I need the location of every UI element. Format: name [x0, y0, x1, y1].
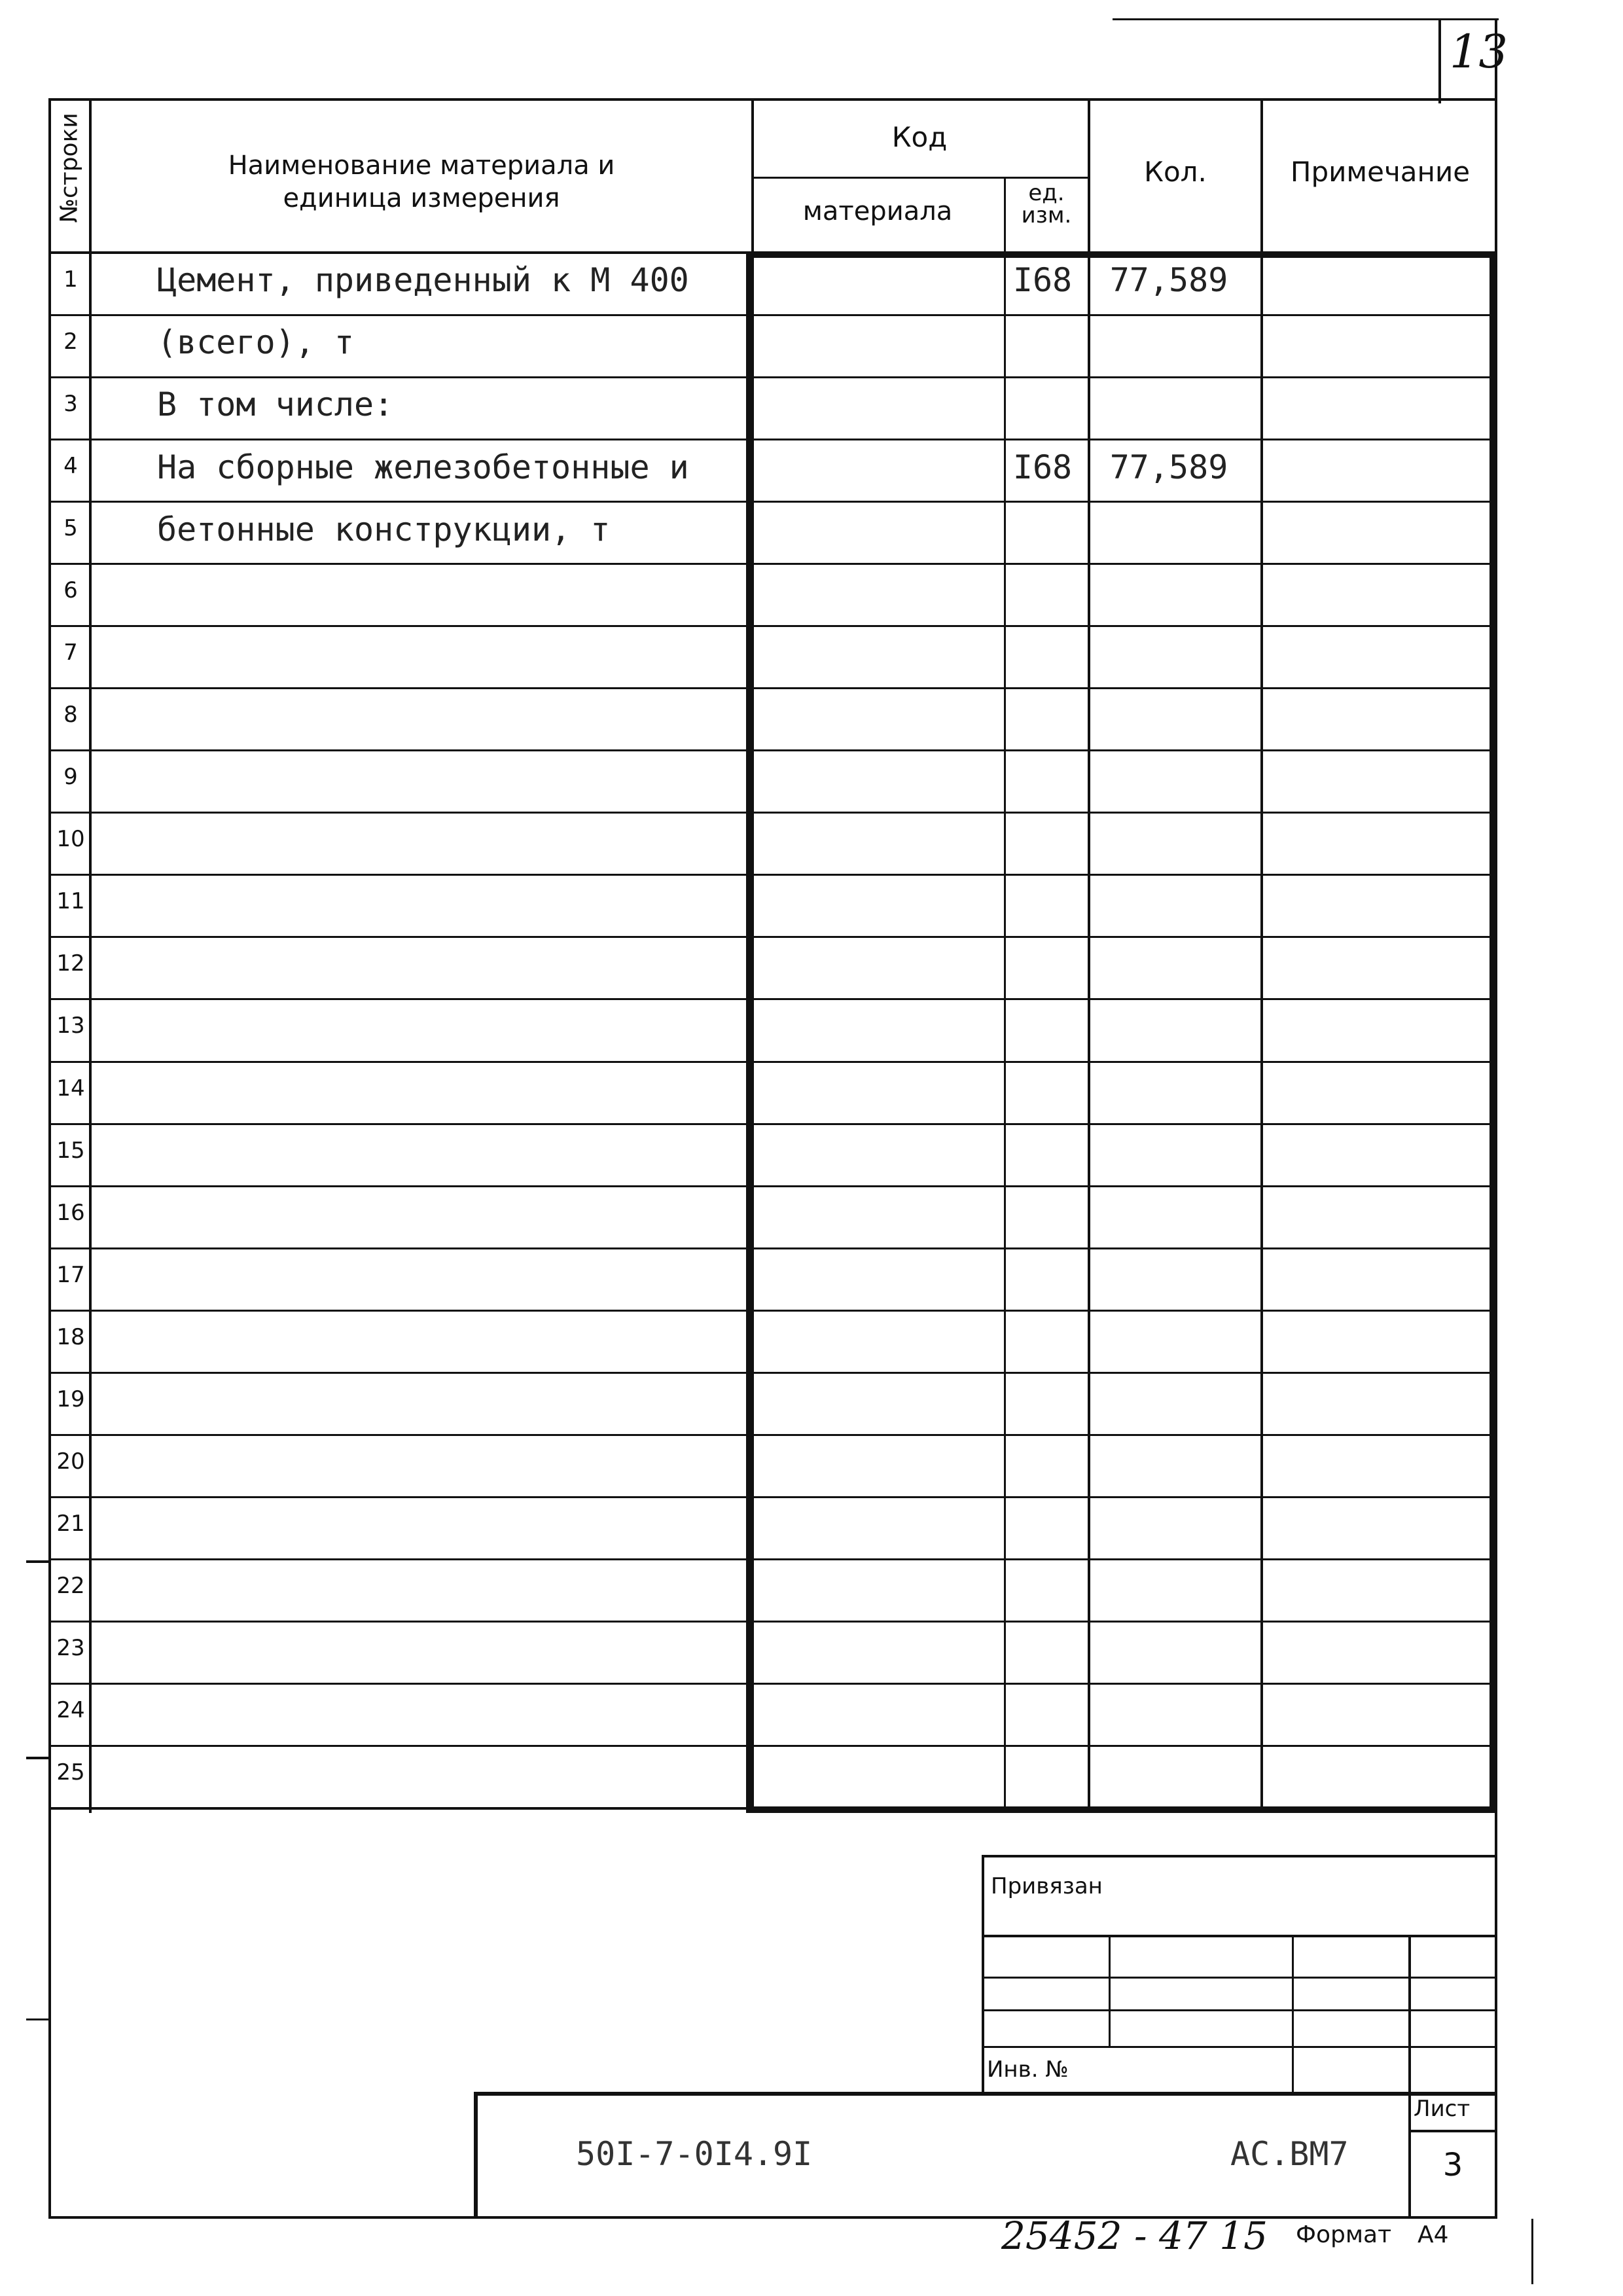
row-number: 23: [56, 1634, 85, 1661]
row-number: 20: [56, 1448, 85, 1475]
row-number: 6: [63, 577, 78, 604]
material-name: бетонные конструкции, т: [157, 510, 611, 548]
row-number: 22: [56, 1572, 85, 1599]
row-number: 17: [56, 1261, 85, 1288]
table-row: [0, 254, 1623, 316]
table-row: [0, 1747, 1623, 1809]
table-row: [0, 1249, 1623, 1312]
unit-code: I68: [1012, 448, 1073, 486]
table-row: [0, 1436, 1623, 1498]
table-row: [0, 1312, 1623, 1374]
table-row: [0, 1685, 1623, 1747]
col-material-header: материала: [802, 196, 953, 226]
row-number: 7: [63, 639, 78, 666]
table-row: [0, 1000, 1623, 1062]
row-number: 1: [63, 266, 78, 293]
footer-handwritten-number: 25452 - 47 15: [1001, 2214, 1268, 2258]
table-row: [0, 814, 1623, 876]
quantity: 77,589: [1109, 261, 1228, 300]
corner-mark: 13: [1450, 25, 1508, 79]
table-row: [0, 627, 1623, 689]
table-row: [0, 1125, 1623, 1187]
row-number: 19: [56, 1386, 85, 1412]
table-row: [0, 1623, 1623, 1685]
table-bottom-line: [48, 1807, 1497, 1810]
document-code: АС.ВМ7: [1230, 2135, 1349, 2173]
table-row: [0, 503, 1623, 565]
table-row: [0, 751, 1623, 814]
sheet-label: Лист: [1414, 2096, 1471, 2122]
bound-label: Привязан: [991, 1873, 1103, 1899]
table-row: [0, 440, 1623, 503]
row-number: 25: [56, 1759, 85, 1785]
table-row: [0, 1063, 1623, 1125]
col-qty-header: Кол.: [1144, 156, 1207, 188]
row-number: 24: [56, 1696, 85, 1723]
row-number: 12: [56, 950, 85, 977]
row-number: 9: [63, 764, 78, 791]
table-row: [0, 565, 1623, 627]
table-row: [0, 1374, 1623, 1436]
table-row: [0, 1498, 1623, 1560]
row-number: 3: [63, 391, 78, 418]
row-number: 16: [56, 1199, 85, 1226]
sheet-number: 3: [1442, 2147, 1463, 2183]
table-row: [0, 1560, 1623, 1623]
table-row: [0, 378, 1623, 440]
table-row: [0, 938, 1623, 1000]
table-row: [0, 1187, 1623, 1249]
material-name: (всего), т: [157, 323, 355, 362]
row-number: 18: [56, 1323, 85, 1350]
col-num-header: №строки: [56, 113, 83, 223]
row-number: 5: [63, 515, 78, 542]
col-code-header: Код: [891, 121, 948, 153]
col-note-header: Примечание: [1290, 156, 1471, 188]
table-row: [0, 876, 1623, 938]
row-number: 13: [56, 1013, 85, 1039]
material-name: Цемент, приведенный к М 400: [157, 261, 689, 300]
format-label: Формат: [1296, 2221, 1392, 2248]
row-number: 14: [56, 1075, 85, 1102]
table-row: [0, 689, 1623, 751]
col-unit-header: ед. изм.: [1021, 180, 1072, 228]
row-number: 8: [63, 702, 78, 728]
row-number: 21: [56, 1510, 85, 1537]
quantity: 77,589: [1109, 448, 1228, 486]
document-number: 50I-7-0I4.9I: [576, 2135, 813, 2173]
inv-number-label: Инв. №: [987, 2056, 1069, 2083]
unit-code: I68: [1012, 261, 1073, 300]
material-name: В том числе:: [157, 386, 394, 424]
row-number: 11: [56, 888, 85, 915]
format-value: А4: [1418, 2221, 1449, 2248]
row-number: 4: [63, 453, 78, 480]
material-name: На сборные железобетонные и: [157, 448, 689, 486]
table-row: [0, 316, 1623, 378]
row-number: 10: [56, 826, 85, 853]
col-name-header: Наименование материала и единица измерения: [228, 151, 615, 213]
row-number: 2: [63, 329, 78, 355]
row-number: 15: [56, 1137, 85, 1164]
